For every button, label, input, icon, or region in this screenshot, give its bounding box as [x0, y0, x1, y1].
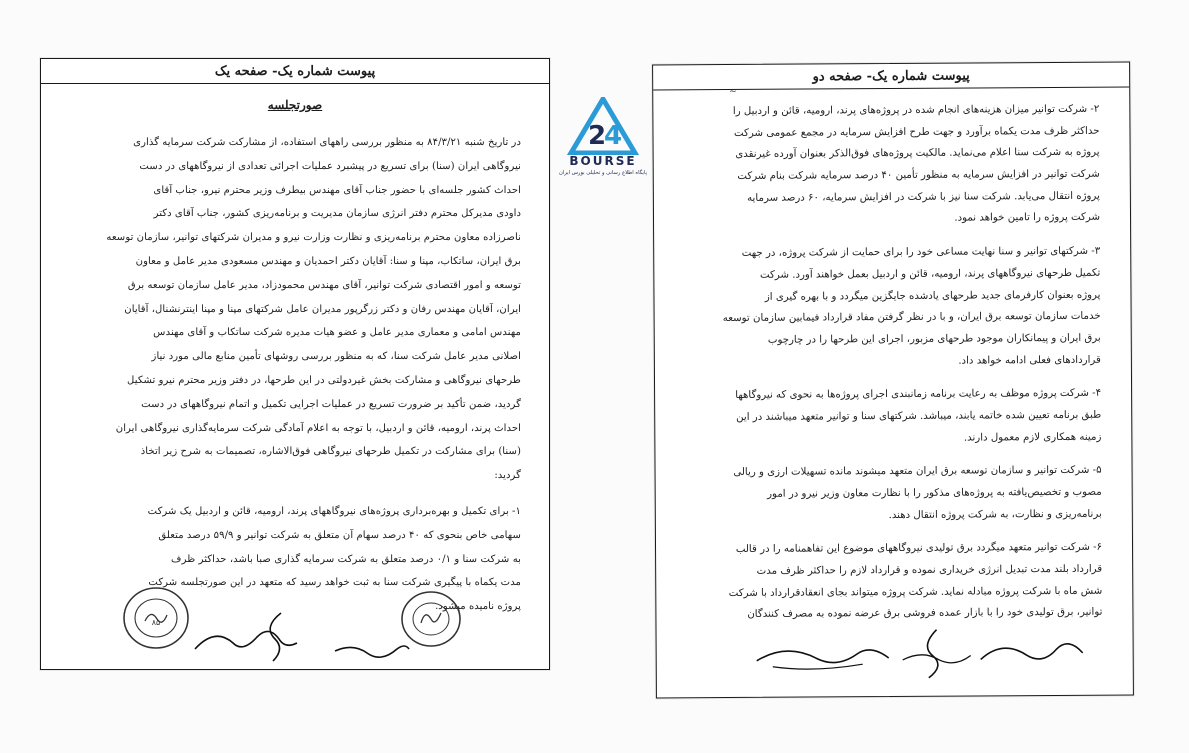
signature — [977, 633, 1087, 678]
text-line: قرارداد بلند مدت تبدیل انرژی خریداری نموده و قرارداد لازم را حداکثر ظرف مدت — [756, 563, 1103, 577]
text-line: احداث کشور جلسه‌ای با حضور جناب آقای مهندس بیطرف وزیر محترم نیرو، جناب آقای — [153, 184, 521, 196]
text-line: زمینه همکاری لازم معمول دارند. — [963, 431, 1102, 444]
text-line: ۴- شرکت پروژه موظف به رعایت برنامه زمانبندی اجرای پروژه‌ها به نحوی که نیروگاهها — [735, 387, 1102, 402]
document-page-two — [652, 62, 1134, 699]
resolutions-body — [711, 99, 1102, 626]
text-line: قراردادهای فعلی ادامه خواهد داد. — [958, 354, 1101, 367]
text-line: پروژه بعنوان کارفرمای جدید طرحهای یادشده جایگزین میگردد و با بهره گیری از — [764, 289, 1101, 303]
text-line: حداکثر ظرف مدت یکماه برآورد و جهت طرح افزایش سرمایه در مجمع عمومی شرکت — [733, 125, 1100, 139]
document-page-one — [40, 58, 550, 670]
logo-mark-icon — [557, 97, 649, 155]
text-line: (سنا) برای مشارکت در تکمیل طرحهای نیروگاهی فوق‌الاشاره، تصمیمات به شرح زیر اتخاذ — [140, 446, 521, 458]
text-line: شرکت پروژه را تامین خواهد نمود. — [954, 212, 1101, 225]
signature — [753, 636, 893, 677]
text-line: ناصرزاده معاون محترم برنامه‌ریزی و نظارت وزارت نیرو و مدیران شرکتهای توانیر، سازمان توسعه — [106, 232, 521, 244]
page-header: پیوست شماره یک- صفحه دو — [653, 63, 1129, 91]
text-line: برنامه‌ریزی و نظارت، به شرکت پروژه انتقال دهند. — [888, 508, 1102, 521]
page-header: پیوست شماره یک- صفحه یک — [41, 59, 549, 84]
text-line: مهندس امامی و معماری مدیر عامل و عضو هیات مدیره شرکت ساتکاب و آقای مهندس — [153, 327, 521, 339]
logo-wordmark: BOURSE — [569, 154, 637, 168]
signature — [241, 609, 311, 669]
margin-mark: ~ — [729, 86, 737, 97]
text-line: پروژه به شرکت سنا اعلام می‌نماید. مالکیت پروژه‌های فوق‌الذکر بعنوان آورده غیرنقدی — [735, 147, 1100, 161]
minutes-body — [71, 131, 521, 619]
logo-tagline: پایگاه اطلاع رسانی و تحلیلی بورس ایران — [558, 170, 648, 176]
text-line: داودی مدیرکل محترم دفتر انرژی سازمان مدیریت و برنامه‌ریزی کشور، جناب آقای دکتر — [153, 208, 521, 220]
text-line: برق ایران، ساتکاب، مپنا و سنا: آقایان دکتر احمدیان و مهندس مسعودی مدیر عامل و معاون — [135, 255, 521, 267]
text-line: مصوب و تخصیص‌یافته به پروژه‌های مذکور را با نظارت معاون وزیر نیرو در امور — [767, 486, 1102, 500]
text-line: پروژه نامیده میشود. — [435, 601, 521, 613]
text-line: طرحهای نیروگاهی و مشارکت بخش غیردولتی در این طرحها، در دفتر وزیر محترم نیرو تشکیل — [127, 374, 521, 386]
paragraph-gap — [71, 488, 521, 500]
text-line: گردید: — [494, 470, 521, 482]
text-line: نیروگاهی ایران (سنا) برای تسریع در پیشبرد عملیات اجرائی تعدادی از نیروگاههای در دست — [139, 160, 521, 172]
text-line: مدت یکماه با پیگیری شرکت سنا به ثبت خواهد رسید که متعهد در این صورتجلسه شرکت — [148, 577, 521, 589]
text-line: شش ماه با شرکت پروژه مبادله نماید. شرکت پروژه میتواند بجای انعقادقرارداد با شرکت — [728, 585, 1103, 599]
text-line: گردید، ضمن تأکید بر ضرورت تسریع در عملیات اجرایی تکمیل و اتمام نیروگاههای در دست — [141, 398, 521, 410]
organization-stamp — [121, 585, 191, 651]
signature — [331, 629, 411, 669]
text-line: ۱- برای تکمیل و بهره‌برداری پروژه‌های نیروگاههای پرند، ارومیه، قائن و اردبیل یک شرکت — [147, 505, 521, 517]
text-line: توانیر، برق تولیدی خود را با بازار عمده فروشی برق عرضه نموده به مصرف کنندگان — [747, 607, 1103, 621]
bourse-logo — [557, 97, 649, 185]
text-line: سهامی خاص بنحوی که ۴۰ درصد سهام آن متعلق به شرکت توانیر و ۵۹/۹ درصد متعلق — [158, 529, 521, 541]
minutes-heading: صورتجلسه — [267, 98, 323, 112]
text-line: خدمات سازمان توسعه برق ایران، و با در نظر گرفتن مفاد قرارداد فیمابین سازمان توسعه — [722, 310, 1101, 325]
svg-text:۸۵: ۸۵ — [151, 618, 161, 627]
text-line: شرکت توانیر در افزایش سرمایه به منظور تأمین ۴۰ درصد سرمایه شرکت بنام شرکت — [737, 168, 1100, 183]
svg-text:2: 2 — [587, 121, 607, 151]
text-line: ایران، آقایان مهندس رفان و دکتر زرگرپور مدیران عامل شرکتهای مپنا و مپنا اینترنشنال، آقایان — [124, 303, 521, 315]
text-line: ۵- شرکت توانیر و سازمان توسعه برق ایران متعهد میشوند مانده تسهیلات ارزی و ریالی — [733, 465, 1102, 479]
text-line: اصلانی مدیر عامل شرکت سنا، که به منظور بررسی روشهای تأمین منابع مالی مورد نیاز — [151, 351, 521, 363]
text-line: ۶- شرکت توانیر متعهد میگردد برق تولیدی نیروگاههای موضوع این تفاهمنامه را در قالب — [735, 542, 1103, 556]
svg-text:4: 4 — [603, 121, 623, 151]
text-line: توسعه و امور اقتصادی شرکت توانیر، آقای مهندس محمودزاد، مدیر عامل سازمان توسعه برق — [127, 279, 521, 291]
text-line: در تاریخ شنبه ۸۴/۳/۲۱ به منظور بررسی راههای استفاده، از مشارکت شرکت سرمایه گذاری — [133, 137, 521, 148]
text-line: ۲- شرکت توانیر میزان هزینه‌های انجام شده در پروژه‌های پرند، ارومیه، قائن و اردبیل را — [732, 103, 1100, 117]
text-line: به شرکت سنا و ۰/۱ درصد متعلق به شرکت سرمایه گذاری صبا باشد، حداکثر ظرف — [171, 553, 521, 565]
text-line: پروژه انتقال می‌یابد. شرکت سنا نیز با شرکت در افزایش سرمایه، ۶۰ درصد سرمایه — [747, 190, 1100, 204]
text-line: احداث پرند، ارومیه، قائن و اردبیل، با توجه به اعلام آمادگی شرکت سرمایه‌گذاری نیروگاهی ایران — [115, 422, 521, 434]
signature — [897, 625, 977, 680]
text-line: برق ایران و پیمانکاران موجود طرحهای مزبور، اجرای این طرحها را در چارچوب — [767, 332, 1101, 346]
text-line: تکمیل طرحهای نیروگاههای پرند، ارومیه، قائن و اردبیل بعمل خواهند آورد. شرکت — [759, 267, 1101, 281]
text-line: ۳- شرکتهای توانیر و سنا نهایت مساعی خود را برای حمایت از شرکت پروژه، در جهت — [741, 245, 1101, 260]
text-line: طبق برنامه تعیین شده خاتمه یابند، میباشد. شرکتهای سنا و توانیر متعهد میباشند در این — [736, 409, 1102, 423]
